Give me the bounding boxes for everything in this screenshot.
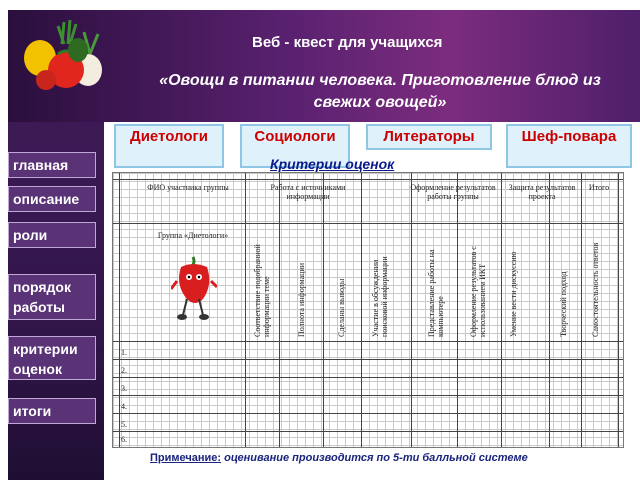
- header-sources: Работа с источниками информации: [270, 183, 346, 201]
- row-number: 4.: [121, 402, 127, 411]
- note-label: Примечание:: [150, 452, 222, 464]
- page-title: Веб - квест для учащихся: [252, 34, 443, 51]
- tab-chefs[interactable]: Шеф-повара: [506, 124, 632, 168]
- header-participant: ФИО участника группы: [147, 183, 229, 192]
- sidebar-item-results[interactable]: итоги: [8, 398, 96, 424]
- sidebar-item-home[interactable]: главная: [8, 152, 96, 178]
- row-number: 1.: [121, 348, 127, 357]
- header-total: Итого: [588, 183, 610, 192]
- tab-writers[interactable]: Литераторы: [366, 124, 492, 150]
- sidebar-item-criteria[interactable]: критерии оценок: [8, 336, 96, 380]
- criterion-creativity: Творческий подход: [559, 271, 568, 337]
- group-name: Группа «Диетологи»: [157, 231, 229, 240]
- note-text: оценивание производится по 5-ти балльной системе: [221, 452, 528, 464]
- criteria-title: Критерии оценок: [270, 156, 395, 172]
- grading-note: [150, 452, 528, 464]
- tab-sociologists[interactable]: Социологи: [240, 124, 350, 168]
- sidebar-item-workflow[interactable]: порядок работы: [8, 274, 96, 320]
- sidebar-item-description[interactable]: описание: [8, 186, 96, 212]
- criterion-computer-presentation: Представление работы на компьютере: [427, 249, 445, 337]
- row-number: 3.: [121, 384, 127, 393]
- row-number: 2.: [121, 366, 127, 375]
- vegetables-illustration: [18, 14, 110, 94]
- criterion-ict: Оформление результатов с использованием ИКТ: [469, 246, 487, 337]
- tab-dietologists[interactable]: Диетологи: [114, 124, 224, 168]
- criterion-completeness: Полнота информации: [297, 262, 306, 337]
- page-subtitle: «Овощи в питании человека. Приготовление блюд из свежих овощей»: [159, 72, 601, 111]
- criterion-independence: Самостоятельность ответов: [591, 242, 600, 337]
- criterion-discussion: Участие в обсуждении поисковой информации: [371, 256, 389, 337]
- row-number: 5.: [121, 420, 127, 429]
- header-defense: Защита результатов проекта: [508, 183, 576, 201]
- criterion-conclusions: Сделаны выводы: [337, 278, 346, 337]
- row-number: 6.: [121, 435, 127, 444]
- criteria-table: [112, 172, 624, 448]
- sidebar-item-roles[interactable]: роли: [8, 222, 96, 248]
- criterion-debate: Умение вести дискуссию: [509, 251, 518, 337]
- criterion-relevance: Соответствие подобранной информации теме: [253, 244, 271, 337]
- header-presentation: Оформление результатов работы группы: [410, 183, 496, 201]
- pepper-mascot: [171, 253, 217, 323]
